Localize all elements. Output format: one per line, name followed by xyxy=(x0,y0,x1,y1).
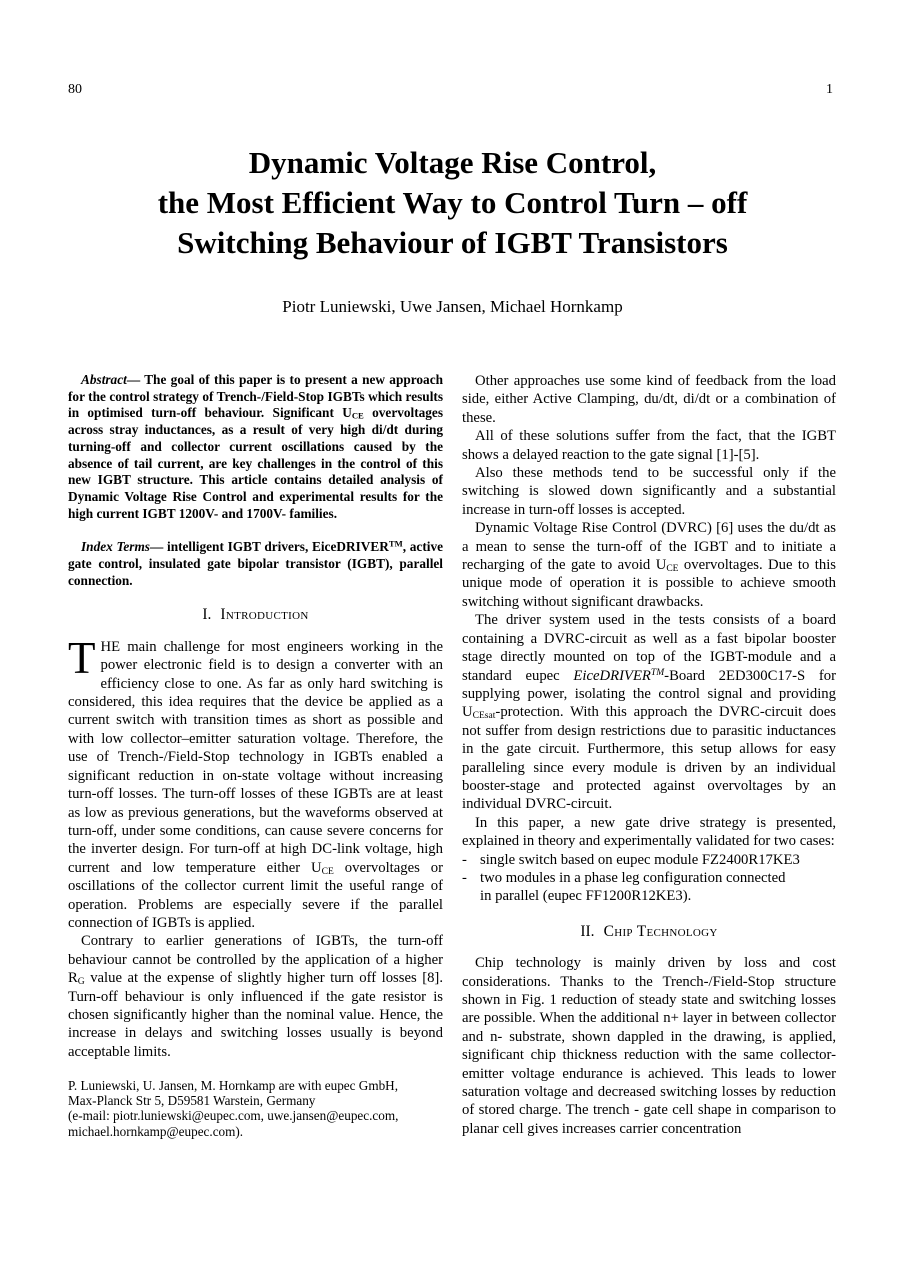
section-heading-chip-technology xyxy=(462,923,836,941)
paragraph-chip-technology: Chip technology is mainly driven by loss and cost considerations. Thanks to the Trench-/Field-Stop structure shown in Fig. 1 reduction of steady state and switching losses are possible. When the additional n+ layer in between collector and n- substrate, shown dappled in the drawing, is applied, significant chip thickness reduction with the same collector-emitter voltage endurance is achieved. This leads to lower saturation voltage and decreased switching losses by reduction of stored charge. The trench - gate cell shape in comparison to planar cell gives increases carrier concentration xyxy=(462,955,836,1137)
footnote-line-2: Max-Planck Str 5, D59581 Warstein, Germany xyxy=(68,1093,316,1109)
intro-paragraph-1 xyxy=(68,632,443,933)
index-terms-paragraph: Index Terms— intelligent IGBT drivers, EiceDRIVER™, active gate control, insulated gate bipolar transistor (IGBT), parallel connection. xyxy=(68,539,444,588)
section-number: I. xyxy=(202,606,212,624)
abstract-paragraph: Abstract— The goal of this paper is to present a new approach for the control strategy of Trench-/Field-Stop IGBTs which results in optimised turn-off behaviour. Significant $U_{CE}$ overvoltages across stray inductances, as a result of very high di/dt during turning-off and collector current oscillations caused by the absence of tail current, are key challenges in the control of this new IGBT structure. This article contains detailed analysis of Dynamic Voltage Rise Control and experimental results for the high current IGBT 1200V- and 1700V- families. xyxy=(68,372,444,521)
bullet-dash: - xyxy=(462,869,467,886)
authors-line: Piotr Luniewski, Uwe Jansen, Michael Hornkamp xyxy=(282,297,623,316)
footnote-line-1: P. Luniewski, U. Jansen, M. Hornkamp are with eupec GmbH, xyxy=(68,1078,398,1093)
paragraph-delayed-reaction: All of these solutions suffer from the fact, that the IGBT shows a delayed reaction to the gate signal [1]-[5]. xyxy=(462,428,836,463)
list-item-text: single switch based on eupec module FZ2400R17KE3 xyxy=(480,851,800,868)
footnote-line-3: (e-mail: piotr.luniewski@eupec.com, uwe.jansen@eupec.com, xyxy=(68,1108,399,1124)
author-affiliation-footnote xyxy=(68,1078,443,1139)
title-line-1: Dynamic Voltage Rise Control, xyxy=(248,145,657,180)
section-number: II. xyxy=(580,922,595,940)
intro-paragraph-2: Contrary to earlier generations of IGBTs, the turn-off behaviour cannot be controlled by the application of a higher $R_G$ value at the expense of slightly higher turn off losses [8]. Turn-off behaviour is only influenced if the gate resistor is chosen significantly higher than the nominal value. Hence, the increase in delays and switching losses usually is beyond acceptable limits. xyxy=(68,933,443,1060)
section-heading-introduction xyxy=(68,606,443,624)
paragraph-feedback-approaches: Other approaches use some kind of feedback from the load side, either Active Clamping, du/dt, di/dt or a combination of these. xyxy=(462,373,836,426)
paper-title xyxy=(0,143,905,263)
list-item-two-modules xyxy=(462,869,836,906)
paragraph-two-cases: In this paper, a new gate drive strategy is presented, explained in theory and experimentally validated for two cases: xyxy=(462,814,836,850)
left-column xyxy=(68,372,443,1061)
page-number-right: 1 xyxy=(826,82,833,97)
bullet-dash: - xyxy=(462,851,467,868)
case-list xyxy=(462,851,836,906)
title-line-3: Switching Behaviour of IGBT Transistors xyxy=(177,225,728,260)
page-number-left: 80 xyxy=(68,82,82,97)
section-title: Introduction xyxy=(220,606,309,624)
list-item-text-continued: in parallel (eupec FF1200R12KE3). xyxy=(480,888,692,905)
drop-cap: T xyxy=(68,632,96,683)
paragraph-dvrc-intro: Dynamic Voltage Rise Control (DVRC) [6] uses the du/dt as a mean to sense the turn-off of the IGBT and to initiate a recharging of the gate to avoid $U_{CE}$ overvoltages. Due to this unique mode of operation it is possible to achieve smooth switching without significant drawbacks. xyxy=(462,520,836,610)
right-column xyxy=(462,372,836,1138)
footnote-line-4: michael.hornkamp@eupec.com). xyxy=(68,1123,244,1139)
title-line-2: the Most Efficient Way to Control Turn – off xyxy=(157,185,748,220)
list-item-single-switch xyxy=(462,851,836,869)
paragraph-slowed-switching: Also these methods tend to be successful only if the switching is slowed down significantly and a substantial increase in turn-off losses is accepted. xyxy=(462,465,836,518)
list-item-text: two modules in a phase leg configuration connected xyxy=(480,869,786,886)
intro-paragraph-1-text: HE main challenge for most engineers working in the power electronic field is to design a converter with an efficiency close to one. As far as only hard switching is considered, this idea requires that the device be applied as a current switch with transition times as short as possible and with low collector–emitter saturation voltage. Therefore, the use of Trench-/Field-Stop technology in IGBTs enabled a significant reduction in on-state voltage without increasing turn-off losses. The turn-off losses of these IGBTs are at least as low as previous generations, but the waveforms observed at turn-off, under some conditions, can cause severe concerns for the inverter design. For turn-off at high DC-link voltage, high current and low temperature either $U_{CE}$ overvoltages or oscillations of the collector current limit the useful range of operation. Problems are especially severe if the parallel connection of IGBTs is applied. xyxy=(68,638,443,931)
paragraph-driver-system: The driver system used in the tests consists of a board containing a DVRC-circuit as well as a fast bipolar booster stage directly mounted on top of the IGBT-module and a standard eupec EiceDRIVER™-Board 2ED300C17-S for supplying power, isolating the control signal and providing $U_{CEsat}$-protection. With this approach the DVRC-circuit does not suffer from design restrictions due to parasitic inductances in the gate circuit. Furthermore, this setup allows for easy paralleling since every module is driven by an individual booster-stage and protected against overvoltages by an individual DVRC-circuit. xyxy=(462,612,836,813)
section-title: Chip Technology xyxy=(603,922,718,940)
